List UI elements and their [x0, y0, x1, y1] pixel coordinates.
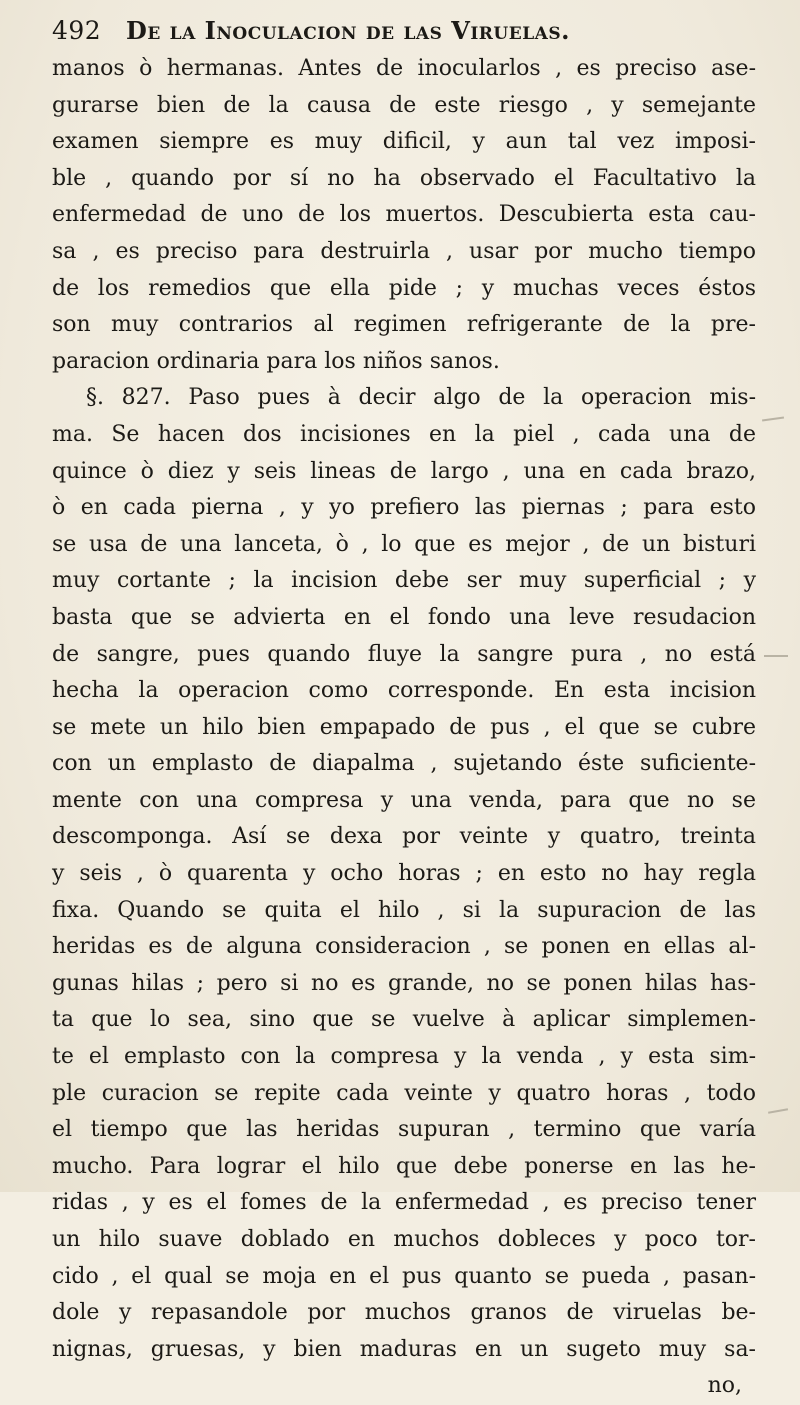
text-line: se mete un hilo bien empapado de pus , el que se cubre [52, 714, 756, 740]
page-number: 492 [52, 16, 102, 45]
text-line: examen siempre es muy dificil, y aun tal vez imposi- [52, 129, 756, 155]
text-line: gunas hilas ; pero si no es grande, no se ponen hilas has- [52, 970, 756, 996]
running-head: De la Inoculacion de las Viruelas. [126, 16, 570, 45]
text-line: ridas , y es el fomes de la enfermedad , es preciso tener [52, 1190, 756, 1216]
text-line: de los remedios que ella pide ; y muchas veces éstos [52, 275, 756, 301]
text-line: mente con una compresa y una venda, para que no se [52, 787, 756, 813]
text-line: ta que lo sea, sino que se vuelve à aplicar simplemen- [52, 1007, 756, 1033]
text-line: se usa de una lanceta, ò , lo que es mejor , de un bisturi [52, 531, 756, 557]
text-line: enfermedad de uno de los muertos. Descubierta esta cau- [52, 202, 756, 228]
text-line: gurarse bien de la causa de este riesgo , y semejante [52, 92, 756, 118]
paragraph-end-line: paracion ordinaria para los niños sanos. [52, 348, 500, 374]
margin-mark [768, 1108, 788, 1113]
margin-mark [762, 416, 784, 421]
text-line: y seis , ò quarenta y ocho horas ; en esto no hay regla [52, 861, 756, 887]
text-line: con un emplasto de diapalma , sujetando éste suficiente- [52, 751, 756, 777]
text-line: ble , quando por sí no ha observado el Facultativo la [52, 165, 756, 191]
text-line: ple curacion se repite cada veinte y quatro horas , todo [52, 1080, 756, 1106]
text-line: sa , es preciso para destruirla , usar por mucho tiempo [52, 238, 756, 264]
margin-mark [764, 655, 788, 657]
text-line: heridas es de alguna consideracion , se ponen en ellas al- [52, 934, 756, 960]
text-line: te el emplasto con la compresa y la venda , y esta sim- [52, 1044, 756, 1070]
catchword-line: no, [707, 1373, 742, 1399]
text-line: quince ò diez y seis lineas de largo , una en cada brazo, [52, 458, 756, 484]
text-line: el tiempo que las heridas supuran , termino que varía [52, 1117, 756, 1143]
paragraph-start-line: §. 827. Paso pues à decir algo de la operacion mis- [86, 385, 756, 411]
text-line: descomponga. Así se dexa por veinte y quatro, treinta [52, 824, 756, 850]
text-line: ma. Se hacen dos incisiones en la piel , cada una de [52, 421, 756, 447]
text-line: ò en cada pierna , y yo prefiero las piernas ; para esto [52, 495, 756, 521]
text-line: de sangre, pues quando fluye la sangre pura , no está [52, 641, 756, 667]
body-text [52, 51, 756, 1405]
text-line: un hilo suave doblado en muchos dobleces y poco tor- [52, 1227, 756, 1252]
page-header [52, 14, 752, 48]
text-line: basta que se advierta en el fondo una leve resudacion [52, 604, 756, 630]
text-line: dole y repasandole por muchos granos de viruelas be- [52, 1300, 756, 1326]
text-line: son muy contrarios al regimen refrigerante de la pre- [52, 312, 756, 338]
text-line: fixa. Quando se quita el hilo , si la supuracion de las [52, 897, 756, 923]
text-line: manos ò hermanas. Antes de inocularlos , es preciso ase- [52, 56, 756, 81]
text-line: mucho. Para lograr el hilo que debe ponerse en las he- [52, 1153, 756, 1179]
text-line: muy cortante ; la incision debe ser muy superficial ; y [52, 568, 756, 594]
text-line: hecha la operacion como corresponde. En esta incision [52, 678, 756, 704]
text-line: cido , el qual se moja en el pus quanto se pueda , pasan- [52, 1263, 756, 1289]
text-line: nignas, gruesas, y bien maduras en un sugeto muy sa- [52, 1336, 756, 1362]
